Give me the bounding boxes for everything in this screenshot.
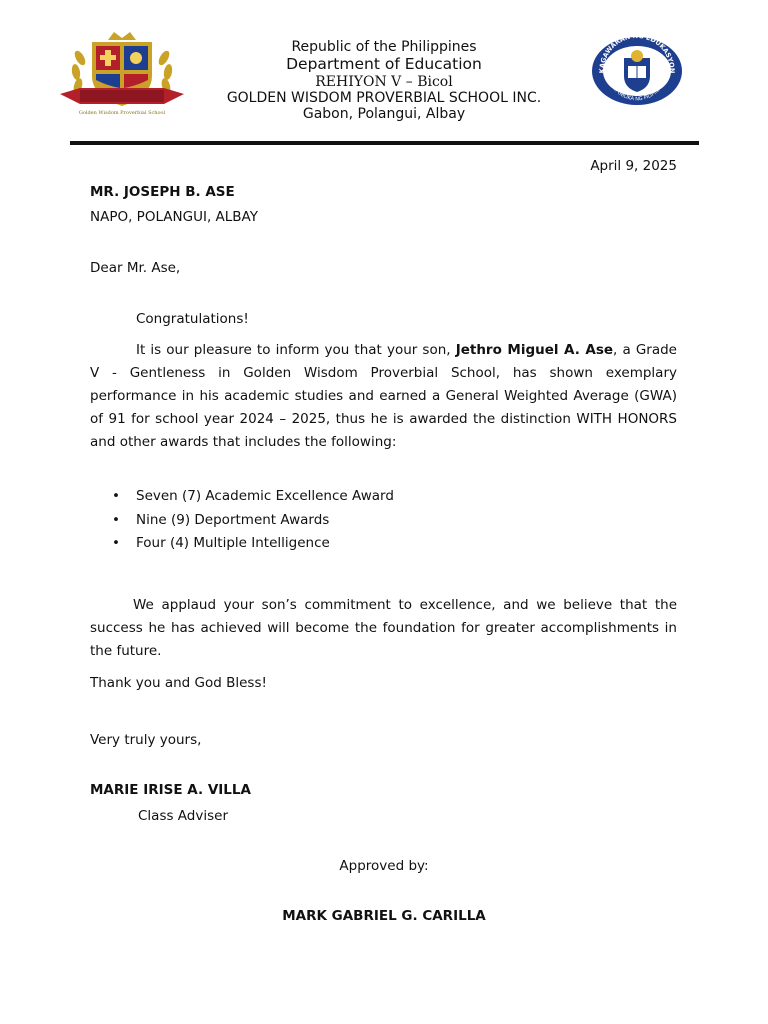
school-crest-icon (58, 30, 186, 122)
paragraph-1-body: , a Grade V - Gentleness in Golden Wisdom Proverbial School, has shown exemplary performance in his academic studies and earned a General Weighted Average (GWA) of 91 for school year 2024 – 2025, thus he is awarded the distinction WITH HONORS and other awards that includes the following: (90, 342, 677, 450)
svg-text:KAGAWARAN NG EDUKASYON: KAGAWARAN NG EDUKASYON (597, 36, 677, 74)
header-school-name: GOLDEN WISDOM PROVERBIAL SCHOOL INC. (226, 90, 542, 106)
bullet-icon: • (112, 511, 120, 528)
salutation: Dear Mr. Ase, (90, 260, 181, 276)
header-department: Department of Education (286, 55, 482, 73)
recipient-address: NAPO, POLANGUI, ALBAY (90, 209, 258, 225)
school-logo (58, 30, 186, 122)
paragraph-1 (90, 339, 677, 454)
closing-line: Very truly yours, (90, 732, 202, 748)
deped-seal-icon (590, 36, 684, 106)
recipient-name: MR. JOSEPH B. ASE (90, 184, 235, 200)
award-item: • Nine (9) Deportment Awards (108, 509, 394, 533)
signatory-title: Class Adviser (138, 808, 229, 824)
header-republic: Republic of the Philippines (291, 39, 477, 55)
letter-date: April 9, 2025 (590, 158, 677, 174)
awards-list (108, 485, 394, 556)
paragraph-1-intro: It is our pleasure to inform you that your son, (136, 342, 456, 358)
bullet-icon: • (112, 535, 120, 551)
award-item: • Seven (7) Academic Excellence Award (108, 485, 394, 509)
student-name: Jethro Miguel A. Ase (455, 342, 614, 358)
header-school-address: Gabon, Polangui, Albay (302, 106, 466, 122)
paragraph-2: We applaud your son’s commitment to excellence, and we believe that the success he has achieved will become the foundation for greater accomplishments in the future. (90, 597, 677, 659)
opening-line: Congratulations! (136, 311, 249, 327)
header-divider (70, 141, 699, 145)
approver-name: MARK GABRIEL G. CARILLA (282, 908, 486, 924)
approved-label: Approved by: (339, 858, 429, 874)
signatory-name: MARIE IRISE A. VILLA (90, 782, 251, 798)
svg-text:Golden Wisdom Proverbial Schoo: Golden Wisdom Proverbial School (78, 110, 166, 116)
award-item: • Four (4) Multiple Intelligence (108, 532, 394, 556)
thanks-line: Thank you and God Bless! (90, 675, 267, 691)
bullet-icon: • (112, 488, 120, 504)
deped-seal (590, 36, 684, 106)
header-region: REHIYON V – Bicol (315, 74, 453, 90)
svg-text:REPUBLIKA NG PILIPINAS: REPUBLIKA NG PILIPINAS (609, 83, 665, 103)
